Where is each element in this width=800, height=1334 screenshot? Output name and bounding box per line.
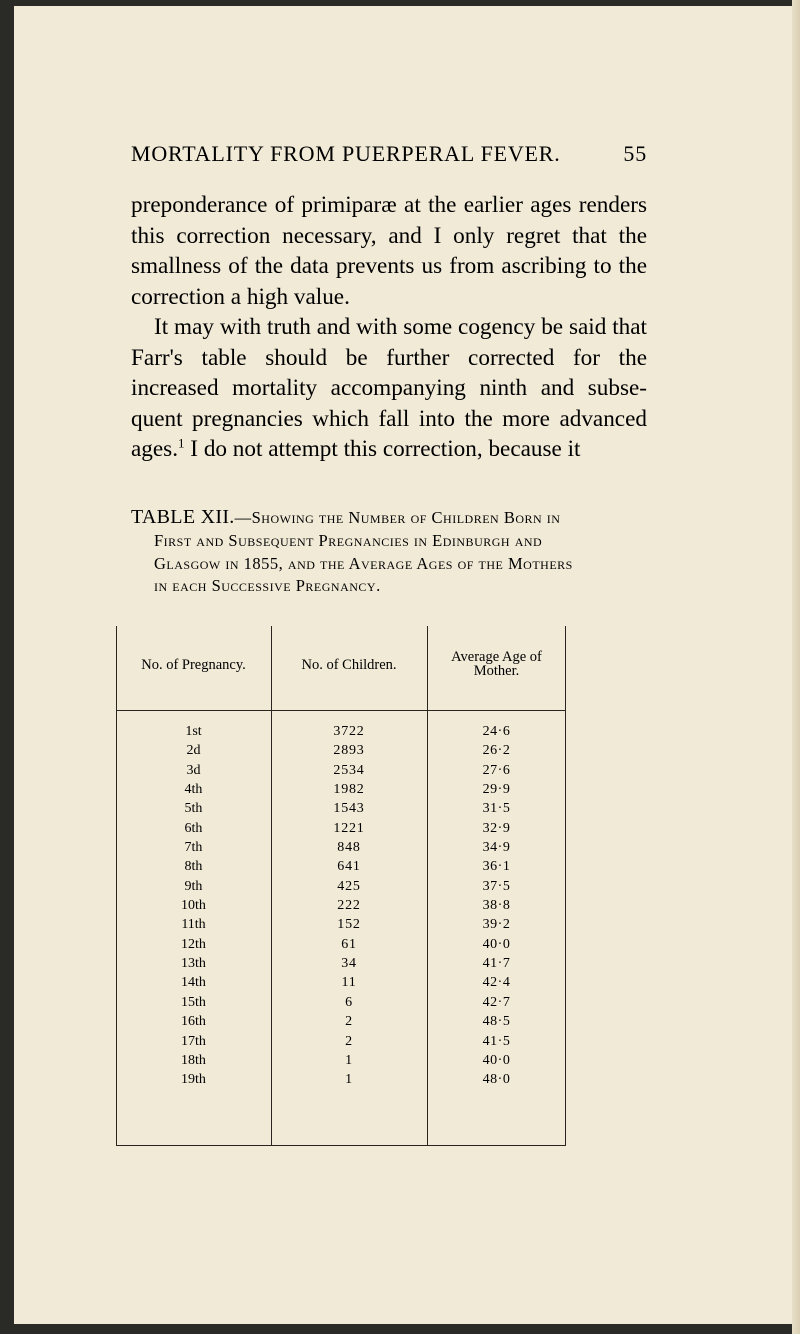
page-edge <box>792 0 800 1334</box>
children-cell: 425 <box>337 878 361 894</box>
children-cell: 1982 <box>333 782 365 798</box>
average-age-cell: 37·5 <box>482 878 511 894</box>
children-cell: 641 <box>337 859 361 875</box>
footnote-marker: 1 <box>178 435 185 451</box>
average-age-cell: 48·0 <box>482 1072 511 1088</box>
average-age-cell: 40·0 <box>482 1052 511 1068</box>
table-row <box>116 954 566 973</box>
pregnancy-cell: 10th <box>181 898 206 914</box>
table-bottom-rule <box>116 1145 566 1146</box>
children-cell: 11 <box>341 975 357 991</box>
pregnancy-cell: 2d <box>186 743 201 759</box>
children-cell: 1221 <box>333 820 365 836</box>
pregnancy-cell: 1st <box>185 724 202 739</box>
average-age-cell: 39·2 <box>482 917 511 933</box>
children-cell: 222 <box>337 898 361 914</box>
average-age-cell: 48·5 <box>482 1014 511 1030</box>
average-age-cell: 32·9 <box>482 820 511 836</box>
children-cell: 1543 <box>333 801 365 817</box>
pregnancy-cell: 5th <box>184 801 203 817</box>
table-row <box>116 761 566 780</box>
average-age-cell: 36·1 <box>482 859 511 875</box>
pregnancy-cell: 19th <box>181 1072 206 1088</box>
average-age-cell: 41·7 <box>482 956 511 972</box>
body-text <box>131 190 647 465</box>
table-body <box>116 722 566 1090</box>
table-row <box>116 819 566 838</box>
table-row <box>116 915 566 934</box>
table-row <box>116 993 566 1012</box>
pregnancy-cell: 18th <box>181 1052 206 1068</box>
table-row <box>116 935 566 954</box>
children-cell: 2 <box>345 1033 353 1049</box>
average-age-cell: 38·8 <box>482 898 511 914</box>
table-header-rule <box>116 710 566 711</box>
table-row <box>116 780 566 799</box>
table-row <box>116 1070 566 1089</box>
pregnancy-cell: 12th <box>181 936 206 952</box>
running-head <box>131 141 647 167</box>
children-cell: 2893 <box>333 743 365 759</box>
pregnancy-cell: 9th <box>184 878 203 894</box>
average-age-cell: 42·7 <box>482 994 511 1010</box>
table-row <box>116 741 566 760</box>
table-row <box>116 896 566 915</box>
children-cell: 2534 <box>333 762 365 778</box>
pregnancy-cell: 3d <box>186 762 201 778</box>
table-row <box>116 799 566 818</box>
paragraph-1: preponderance of primiparæ at the earlier ages renders this correction necessary, and I only regret that the smallness of the data prevents us from ascribing to the correction a high value. <box>131 192 647 310</box>
table-row <box>116 973 566 992</box>
pregnancy-cell: 6th <box>184 820 203 836</box>
running-title: MORTALITY FROM PUERPERAL FEVER. <box>131 141 561 166</box>
paragraph-2-tail: I do not attempt this correction, because it <box>184 436 581 462</box>
average-age-cell: 29·9 <box>482 782 511 798</box>
pregnancy-cell: 15th <box>181 994 206 1010</box>
average-age-cell: 41·5 <box>482 1033 511 1049</box>
pregnancy-cell: 16th <box>181 1014 206 1030</box>
children-cell: 34 <box>341 956 357 972</box>
children-cell: 152 <box>337 917 361 933</box>
children-cell: 61 <box>341 936 357 952</box>
caption-line-2: First and Subsequent Pregnancies in Edinburgh and <box>154 530 543 550</box>
caption-line-4: in each Successive Pregnancy. <box>154 576 381 596</box>
children-cell: 848 <box>337 840 361 856</box>
children-cell: 1 <box>345 1072 353 1088</box>
children-cell: 6 <box>345 994 353 1010</box>
average-age-cell: 24·6 <box>482 724 511 739</box>
average-age-cell: 26·2 <box>482 743 511 759</box>
data-table <box>116 626 566 1146</box>
pregnancy-cell: 17th <box>181 1033 206 1049</box>
pregnancy-cell: 11th <box>181 917 206 933</box>
pregnancy-cell: 13th <box>181 956 206 972</box>
header-average-age: Average Age of Mother. <box>451 649 542 679</box>
table-row <box>116 838 566 857</box>
header-children: No. of Children. <box>301 657 397 673</box>
table-row <box>116 722 566 741</box>
pregnancy-cell: 8th <box>184 859 203 875</box>
paragraph-2 <box>131 312 647 465</box>
paragraph-2-text: It may with truth and with some cogency be said that Farr's table should be further corrected for the increased mortality accompanying ninth and subse-quent pregnancies which fall into the more advanced ages. <box>131 314 647 462</box>
children-cell: 2 <box>345 1014 353 1030</box>
average-age-cell: 34·9 <box>482 840 511 856</box>
header-pregnancy: No. of Pregnancy. <box>141 657 246 673</box>
table-row <box>116 877 566 896</box>
pregnancy-cell: 7th <box>184 840 203 856</box>
caption-line-1 <box>131 506 647 530</box>
caption-line-3: Glasgow in 1855, and the Average Ages of the Mothers <box>154 553 573 573</box>
pregnancy-cell: 4th <box>184 782 203 798</box>
table-row <box>116 857 566 876</box>
children-cell: 1 <box>345 1052 353 1068</box>
pregnancy-cell: 14th <box>181 975 206 991</box>
average-age-cell: 40·0 <box>482 936 511 952</box>
caption-text-1: —Showing the Number of Children Born in <box>234 508 561 527</box>
page-number: 55 <box>623 141 647 166</box>
table-label: TABLE XII. <box>131 506 235 528</box>
average-age-cell: 31·5 <box>482 801 511 817</box>
children-cell: 3722 <box>333 724 365 739</box>
average-age-cell: 27·6 <box>482 762 511 778</box>
table-row <box>116 1012 566 1031</box>
table-row <box>116 1032 566 1051</box>
average-age-cell: 42·4 <box>482 975 511 991</box>
table-caption <box>131 506 647 598</box>
table-row <box>116 1051 566 1070</box>
